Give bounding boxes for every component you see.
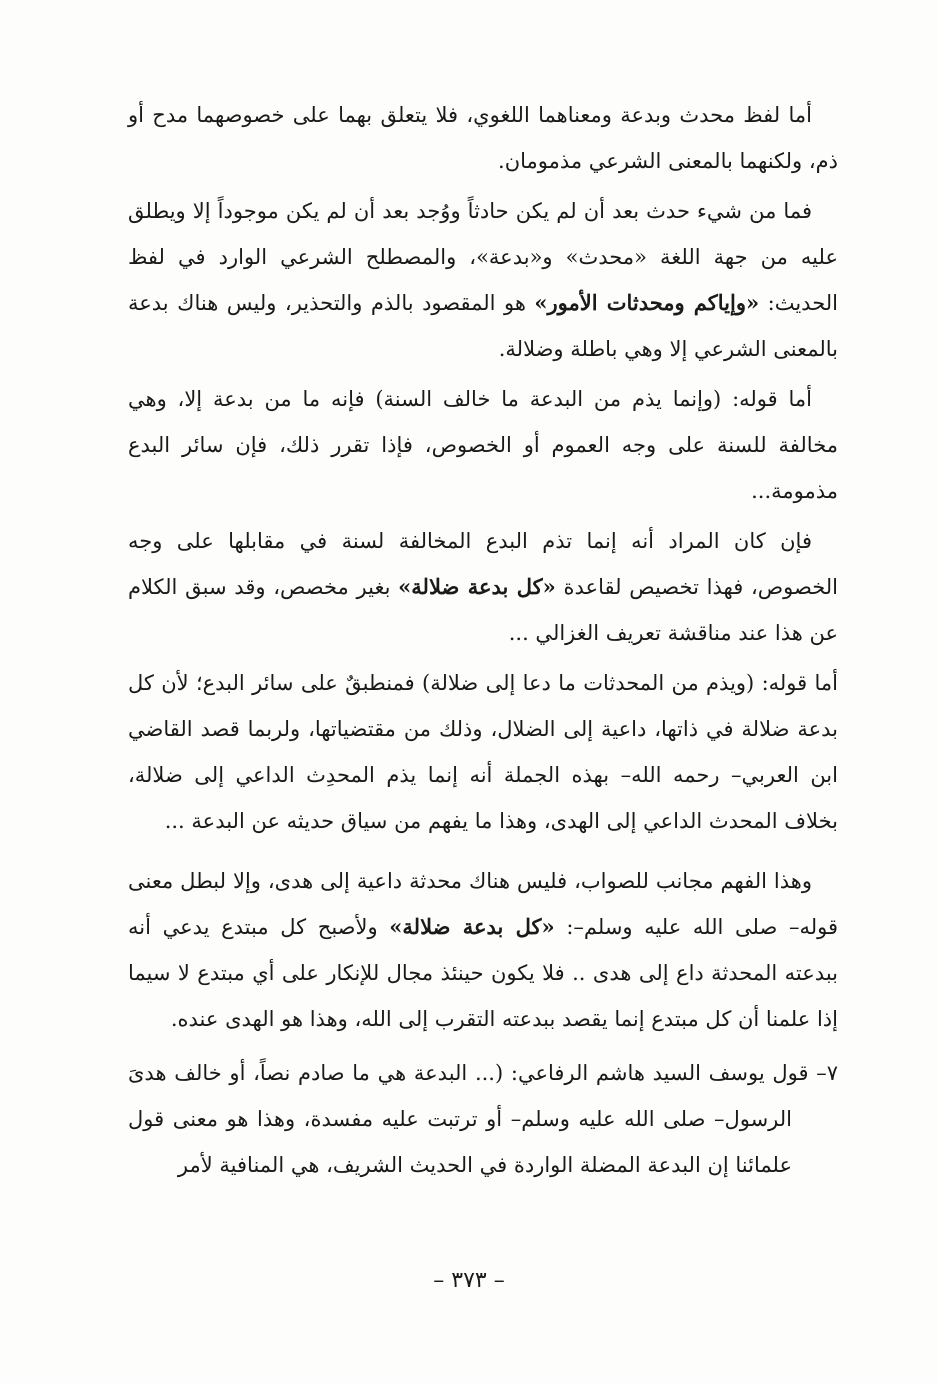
paragraph-6-text-before: وهذا الفهم مجانب للصواب، فليس هناك محدثة داعية إلى هدى، وإلا لبطل معنى قوله– صلى الله عليه وسلم–:	[128, 869, 838, 939]
paragraph-2-text-after: هو المقصود بالذم والتحذير، وليس هناك بدعة بالمعنى الشرعي إلا وهي باطلة وضلالة.	[128, 291, 838, 361]
paragraph-6	[128, 858, 838, 1042]
paragraph-5: أما قوله: (ويذم من المحدثات ما دعا إلى ضلالة) فمنطبقٌ على سائر البدع؛ لأن كل بدعة ضلالة في ذاتها، داعية إلى الضلال، وذلك من مقتضياتها، ولربما قصد القاضي ابن العربي– رحمه الله– بهذه الجملة أنه إنما يذم المحدِث الداعي إلى ضلالة، بخلاف المحدث الداعي إلى الهدى، وهذا ما يفهم من سياق حديثه عن البدعة ...	[128, 671, 838, 833]
hadith-quote: «كل بدعة ضلالة»	[389, 914, 555, 939]
paragraph-6-text-after: ولأصبح كل مبتدع يدعي أنه ببدعته المحدثة داع إلى هدى .. فلا يكون حينئذ مجال للإنكار على أي مبتدع لا سيما إذا علمنا أن كل مبتدع إنما يقصد ببدعته التقرب إلى الله، وهذا هو الهدى عنده.	[128, 915, 838, 1031]
paragraph-4-text-after: بغير مخصص، وقد سبق الكلام عن هذا عند مناقشة تعريف الغزالي ...	[128, 575, 838, 645]
paragraph-2-text-before: فما من شيء حدث بعد أن لم يكن حادثاً ووُجد بعد أن لم يكن موجوداً إلا ويطلق عليه من جهة اللغة «محدث» و«بدعة»، والمصطلح الشرعي الوارد في لفظ الحديث:	[128, 199, 838, 315]
paragraph-4-text-before: فإن كان المراد أنه إنما تذم البدع المخالفة لسنة في مقابلها على وجه الخصوص، فهذا تخصيص لقاعدة	[128, 529, 838, 599]
paragraph-4	[128, 518, 838, 656]
hadith-quote: «وإياكم ومحدثات الأمور»	[534, 290, 760, 315]
paragraph-3: أما قوله: (وإنما يذم من البدعة ما خالف السنة) فإنه ما من بدعة إلا، وهي مخالفة للسنة على وجه العموم أو الخصوص، فإذا تقرر ذلك، فإن سائر البدع مذمومة...	[128, 387, 838, 503]
numbered-item-7-text: ٧– قول يوسف السيد هاشم الرفاعي: (... البدعة هي ما صادم نصاً، أو خالف هدىَ الرسول– صلى الله عليه وسلم– أو ترتبت عليه مفسدة، وهذا هو معنى قول علمائنا إن البدعة المضلة الواردة في الحديث الشريف، هي المنافية لأمر	[128, 1061, 838, 1177]
numbered-item-7	[128, 1050, 838, 1188]
paragraph-2	[128, 188, 838, 372]
hadith-quote: «كل بدعة ضلالة»	[398, 574, 556, 599]
paragraph-1: أما لفظ محدث وبدعة ومعناهما اللغوي، فلا يتعلق بهما على خصوصهما مدح أو ذم، ولكنهما بالمعنى الشرعي مذمومان.	[128, 103, 838, 173]
page-number: – ٣٧٣ –	[433, 1268, 505, 1293]
page-body	[128, 92, 838, 1192]
